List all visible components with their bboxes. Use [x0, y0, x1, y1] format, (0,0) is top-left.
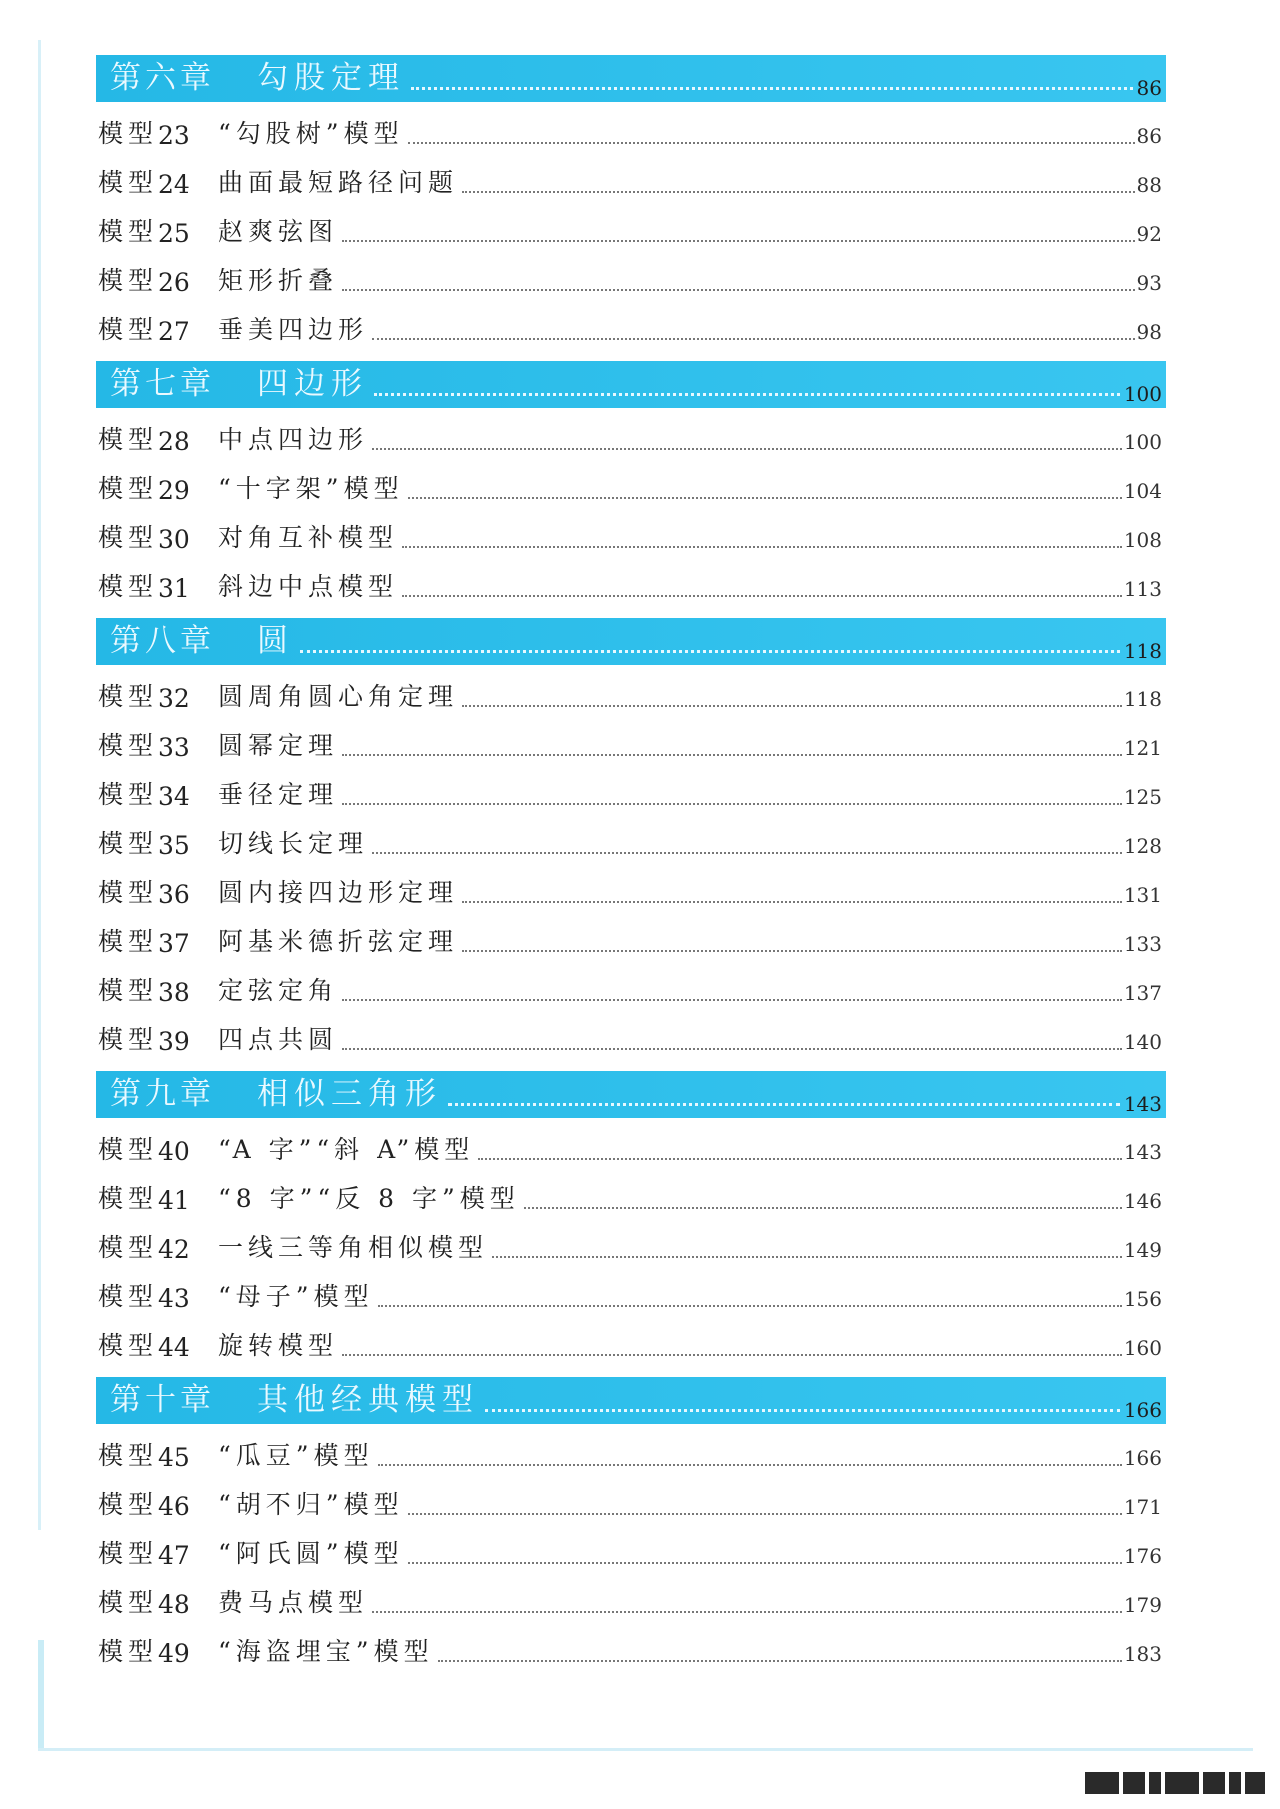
model-number: 48: [158, 1590, 190, 1619]
table-of-contents: [96, 55, 1166, 1677]
entry-page-number: 160: [1123, 1336, 1162, 1360]
entry-page-number: 171: [1123, 1495, 1162, 1519]
dot-leader: [300, 649, 1120, 653]
dot-leader: [485, 1408, 1120, 1412]
chapter-title: 四边形: [257, 366, 368, 402]
model-number: 26: [158, 268, 190, 297]
page-footer-mark: [1085, 1772, 1265, 1794]
dot-leader: [342, 1047, 1122, 1050]
chapter-heading[interactable]: [96, 361, 1166, 408]
dot-leader: [342, 1353, 1122, 1356]
entry-page-number: 86: [1136, 124, 1162, 148]
model-title: 中点四边形: [218, 425, 369, 454]
model-number: 39: [158, 1027, 190, 1056]
toc-entry[interactable]: [96, 1175, 1166, 1224]
chapter-number: 第八章: [110, 623, 215, 659]
entry-page-number: 166: [1123, 1446, 1162, 1470]
entry-page-number: 113: [1123, 577, 1162, 601]
model-label: 模型: [98, 1588, 159, 1617]
entry-page-number: 156: [1123, 1287, 1162, 1311]
model-label: 模型: [98, 523, 159, 552]
model-title: 矩形折叠: [218, 266, 339, 295]
model-label: 模型: [98, 1441, 159, 1470]
dot-leader: [378, 1463, 1122, 1466]
model-number: 29: [158, 476, 190, 505]
toc-entry[interactable]: [96, 1126, 1166, 1175]
model-title: “海盗埋宝”模型: [218, 1637, 434, 1666]
dot-leader: [378, 1304, 1122, 1307]
dot-leader: [372, 337, 1135, 340]
toc-entry[interactable]: [96, 722, 1166, 771]
chapter-page-number: 143: [1123, 1092, 1162, 1116]
toc-entry[interactable]: [96, 771, 1166, 820]
dot-leader: [372, 1610, 1122, 1613]
model-title: 赵爽弦图: [218, 217, 339, 246]
model-label: 模型: [98, 474, 159, 503]
entry-page-number: 100: [1123, 430, 1162, 454]
model-number: 46: [158, 1492, 190, 1521]
entry-page-number: 149: [1123, 1238, 1162, 1262]
toc-entry[interactable]: [96, 1016, 1166, 1065]
model-label: 模型: [98, 1490, 159, 1519]
dot-leader: [342, 239, 1135, 242]
model-number: 32: [158, 684, 190, 713]
dot-leader: [411, 86, 1133, 90]
model-number: 27: [158, 317, 190, 346]
dot-leader: [402, 545, 1122, 548]
model-number: 31: [158, 574, 190, 603]
model-label: 模型: [98, 1331, 159, 1360]
model-label: 模型: [98, 878, 159, 907]
model-label: 模型: [98, 829, 159, 858]
model-number: 23: [158, 121, 190, 150]
chapter-title: 圆: [257, 623, 294, 659]
entry-page-number: 140: [1123, 1030, 1162, 1054]
chapter-heading[interactable]: [96, 55, 1166, 102]
model-number: 34: [158, 782, 190, 811]
model-title: 阿基米德折弦定理: [218, 927, 459, 956]
model-label: 模型: [98, 927, 159, 956]
dot-leader: [462, 900, 1122, 903]
entry-page-number: 118: [1123, 687, 1162, 711]
model-label: 模型: [98, 1637, 159, 1666]
dot-leader: [462, 704, 1122, 707]
model-number: 24: [158, 170, 190, 199]
left-margin-rule-lower: [38, 1640, 44, 1750]
model-title: 圆内接四边形定理: [218, 878, 459, 907]
toc-entry[interactable]: [96, 820, 1166, 869]
toc-entry[interactable]: [96, 1322, 1166, 1371]
dot-leader: [524, 1206, 1122, 1209]
toc-entry[interactable]: [96, 1273, 1166, 1322]
dot-leader: [374, 392, 1120, 396]
model-title: “十字架”模型: [218, 474, 404, 503]
model-title: 定弦定角: [218, 976, 339, 1005]
model-number: 35: [158, 831, 190, 860]
toc-entry[interactable]: [96, 257, 1166, 306]
toc-entry[interactable]: [96, 869, 1166, 918]
entry-page-number: 108: [1123, 528, 1162, 552]
model-label: 模型: [98, 266, 159, 295]
dot-leader: [402, 594, 1122, 597]
dot-leader: [478, 1157, 1122, 1160]
model-title: 对角互补模型: [218, 523, 399, 552]
dot-leader: [342, 802, 1122, 805]
model-title: “A 字”“斜 A”模型: [218, 1135, 475, 1164]
toc-entry[interactable]: [96, 918, 1166, 967]
chapter-title: 其他经典模型: [257, 1382, 479, 1418]
toc-entry[interactable]: [96, 1481, 1166, 1530]
model-label: 模型: [98, 572, 159, 601]
left-margin-rule: [38, 40, 41, 1530]
entry-page-number: 183: [1123, 1642, 1162, 1666]
toc-entry[interactable]: [96, 514, 1166, 563]
model-title: 斜边中点模型: [218, 572, 399, 601]
model-number: 37: [158, 929, 190, 958]
toc-entry[interactable]: [96, 416, 1166, 465]
model-number: 30: [158, 525, 190, 554]
model-label: 模型: [98, 976, 159, 1005]
entry-page-number: 88: [1136, 173, 1162, 197]
dot-leader: [408, 141, 1135, 144]
toc-entry[interactable]: [96, 967, 1166, 1016]
dot-leader: [408, 1512, 1122, 1515]
model-number: 28: [158, 427, 190, 456]
toc-entry[interactable]: [96, 1530, 1166, 1579]
entry-page-number: 143: [1123, 1140, 1162, 1164]
model-title: 曲面最短路径问题: [218, 168, 459, 197]
model-title: “勾股树”模型: [218, 119, 404, 148]
chapter-number: 第七章: [110, 366, 215, 402]
model-number: 44: [158, 1333, 190, 1362]
model-number: 45: [158, 1443, 190, 1472]
chapter-heading[interactable]: [96, 1071, 1166, 1118]
model-number: 47: [158, 1541, 190, 1570]
toc-entry[interactable]: [96, 159, 1166, 208]
toc-entry[interactable]: [96, 1628, 1166, 1677]
model-title: 垂径定理: [218, 780, 339, 809]
entry-page-number: 92: [1136, 222, 1162, 246]
chapter-heading[interactable]: [96, 1377, 1166, 1424]
dot-leader: [408, 496, 1122, 499]
dot-leader: [492, 1255, 1122, 1258]
model-number: 38: [158, 978, 190, 1007]
toc-entry[interactable]: [96, 110, 1166, 159]
chapter-page-number: 118: [1123, 639, 1162, 663]
model-title: 旋转模型: [218, 1331, 339, 1360]
dot-leader: [462, 949, 1122, 952]
chapter-number: 第十章: [110, 1382, 215, 1418]
toc-entry[interactable]: [96, 306, 1166, 355]
dot-leader: [408, 1561, 1122, 1564]
toc-entry[interactable]: [96, 1579, 1166, 1628]
entry-page-number: 133: [1123, 932, 1162, 956]
dot-leader: [438, 1659, 1122, 1662]
toc-entry[interactable]: [96, 563, 1166, 612]
model-title: 垂美四边形: [218, 315, 369, 344]
model-label: 模型: [98, 425, 159, 454]
model-number: 36: [158, 880, 190, 909]
model-label: 模型: [98, 1539, 159, 1568]
chapter-title: 相似三角形: [257, 1076, 442, 1112]
model-label: 模型: [98, 1282, 159, 1311]
entry-page-number: 93: [1136, 271, 1162, 295]
model-title: 圆周角圆心角定理: [218, 682, 459, 711]
dot-leader: [342, 288, 1135, 291]
entry-page-number: 98: [1136, 320, 1162, 344]
chapter-number: 第六章: [110, 60, 215, 96]
model-label: 模型: [98, 1184, 159, 1213]
toc-entry[interactable]: [96, 1224, 1166, 1273]
dot-leader: [448, 1102, 1120, 1106]
model-title: “8 字”“反 8 字”模型: [218, 1184, 520, 1213]
toc-entry[interactable]: [96, 465, 1166, 514]
model-number: 49: [158, 1639, 190, 1668]
bottom-margin-rule: [38, 1748, 1253, 1751]
model-number: 40: [158, 1137, 190, 1166]
model-title: “阿氏圆”模型: [218, 1539, 404, 1568]
model-label: 模型: [98, 217, 159, 246]
model-label: 模型: [98, 119, 159, 148]
toc-entry[interactable]: [96, 1432, 1166, 1481]
model-title: 一线三等角相似模型: [218, 1233, 489, 1262]
model-label: 模型: [98, 780, 159, 809]
dot-leader: [342, 753, 1122, 756]
dot-leader: [462, 190, 1135, 193]
chapter-heading[interactable]: [96, 618, 1166, 665]
model-title: 四点共圆: [218, 1025, 339, 1054]
model-label: 模型: [98, 682, 159, 711]
model-title: 切线长定理: [218, 829, 369, 858]
dot-leader: [342, 998, 1122, 1001]
entry-page-number: 179: [1123, 1593, 1162, 1617]
model-number: 25: [158, 219, 190, 248]
model-label: 模型: [98, 315, 159, 344]
model-title: “胡不归”模型: [218, 1490, 404, 1519]
dot-leader: [372, 851, 1122, 854]
entry-page-number: 146: [1123, 1189, 1162, 1213]
chapter-page-number: 100: [1123, 382, 1162, 406]
entry-page-number: 125: [1123, 785, 1162, 809]
model-title: 费马点模型: [218, 1588, 369, 1617]
entry-page-number: 128: [1123, 834, 1162, 858]
chapter-title: 勾股定理: [257, 60, 405, 96]
model-number: 42: [158, 1235, 190, 1264]
model-number: 33: [158, 733, 190, 762]
entry-page-number: 176: [1123, 1544, 1162, 1568]
model-label: 模型: [98, 1135, 159, 1164]
toc-entry[interactable]: [96, 673, 1166, 722]
model-title: “母子”模型: [218, 1282, 374, 1311]
model-title: “瓜豆”模型: [218, 1441, 374, 1470]
dot-leader: [372, 447, 1122, 450]
entry-page-number: 137: [1123, 981, 1162, 1005]
model-label: 模型: [98, 1233, 159, 1262]
model-title: 圆幂定理: [218, 731, 339, 760]
model-label: 模型: [98, 1025, 159, 1054]
chapter-number: 第九章: [110, 1076, 215, 1112]
model-label: 模型: [98, 168, 159, 197]
model-label: 模型: [98, 731, 159, 760]
entry-page-number: 121: [1123, 736, 1162, 760]
entry-page-number: 131: [1123, 883, 1162, 907]
chapter-page-number: 86: [1136, 76, 1162, 100]
entry-page-number: 104: [1123, 479, 1162, 503]
model-number: 43: [158, 1284, 190, 1313]
model-number: 41: [158, 1186, 190, 1215]
toc-entry[interactable]: [96, 208, 1166, 257]
chapter-page-number: 166: [1123, 1398, 1162, 1422]
